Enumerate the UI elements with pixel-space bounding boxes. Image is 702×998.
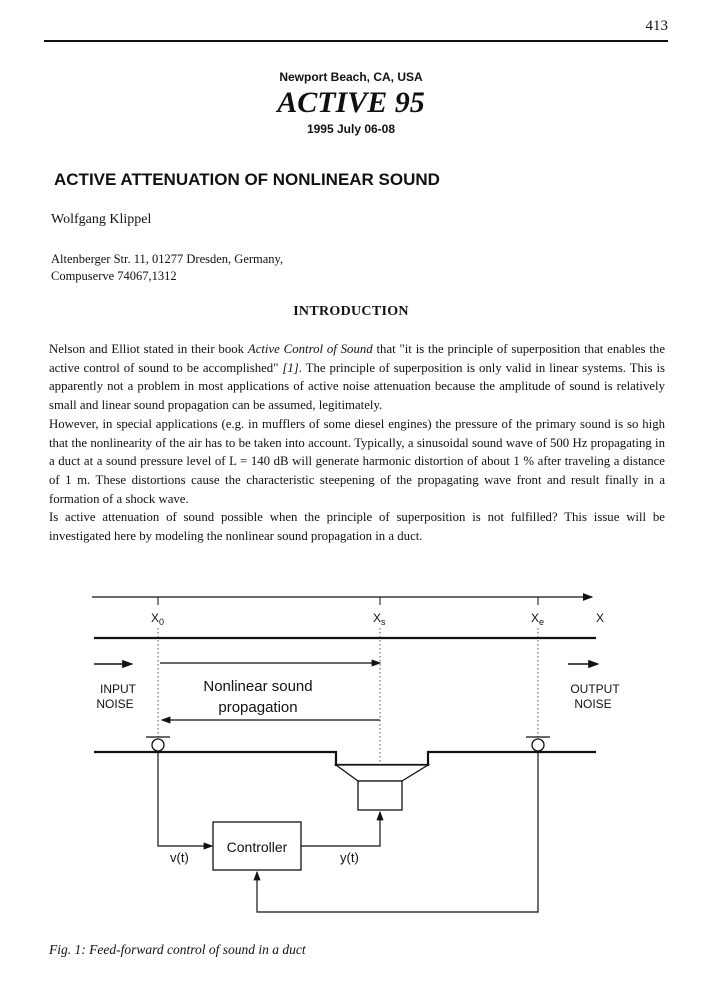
conference-name: ACTIVE 95: [277, 86, 425, 119]
author-address-line2: Compuserve 74067,1312: [51, 269, 177, 283]
p1-book-title: Active Control of Sound: [247, 342, 373, 356]
figure-caption: Fig. 1: Feed-forward control of sound in a duct: [49, 942, 306, 957]
conference-place: Newport Beach, CA, USA: [279, 70, 423, 84]
output-microphone: [532, 739, 544, 751]
p1-reference: [1]: [282, 360, 299, 375]
output-label-line2: NOISE: [574, 697, 612, 711]
paper-author: Wolfgang Klippel: [51, 212, 152, 227]
control-signal-wire: [301, 812, 380, 846]
signal-v-label: v(t): [170, 850, 189, 865]
duct-lower-wall: [94, 752, 596, 765]
loudspeaker-box: [358, 781, 402, 810]
x0-label: $X_0$: [151, 611, 165, 627]
input-label-line2: NOISE: [96, 697, 134, 711]
page-number: 413: [645, 18, 668, 34]
paragraph-2: However, in special applications (e.g. in mufflers of some diesel engines) the pressure of the primary sound is so high that the nonlinearity of the air has to be taken into account. Typically, a sinusoidal sound wave of 500 Hz propagating in a duct at a sound pressure level of L = 140 dB will generate harmonic distortion of about 1 % after traveling a distance of 1 m. These distortions cause the characteristic steepening of the propagating wave front and result finally in a formation of a shock wave.: [49, 416, 665, 506]
output-label-line1: OUTPUT: [570, 682, 620, 696]
p1-text-a: Nelson and Elliot stated in their book: [49, 342, 248, 356]
x-label: X: [596, 611, 605, 625]
input-label-line1: INPUT: [100, 682, 136, 696]
paragraph-3: Is active attenuation of sound possible when the principle of superposition is not fulfilled? This issue will be investigated here by modeling the nonlinear sound propagation in a duct.: [49, 510, 665, 544]
reference-signal-wire: [158, 751, 212, 846]
section-heading: INTRODUCTION: [293, 304, 409, 319]
controller-label: Controller: [226, 839, 288, 855]
conference-date: 1995 July 06-08: [306, 122, 396, 136]
paper-title: ACTIVE ATTENUATION OF NONLINEAR SOUND: [54, 170, 440, 189]
p1-text-b: that "it is the principle of superposition that enables the active control of sound to be accomplished": [49, 342, 666, 375]
propagation-label-line1: Nonlinear sound: [203, 678, 313, 695]
p1-text-c: . The principle of superposition is only valid in linear systems. This is apparently not a problem in most applications of active noise attenuation because the amplitude of sound is relatively small and linear sound propagation can be assumed, legitimately.: [49, 360, 665, 413]
loudspeaker-cone: [336, 765, 428, 781]
xe-label: $X_e$: [531, 611, 545, 627]
signal-y-label: y(t): [340, 850, 359, 865]
author-address-line1: Altenberger Str. 11, 01277 Dresden, Germany,: [51, 252, 284, 266]
xs-label: $X_s$: [373, 611, 386, 627]
input-microphone: [152, 739, 164, 751]
propagation-label-line2: propagation: [218, 699, 298, 716]
